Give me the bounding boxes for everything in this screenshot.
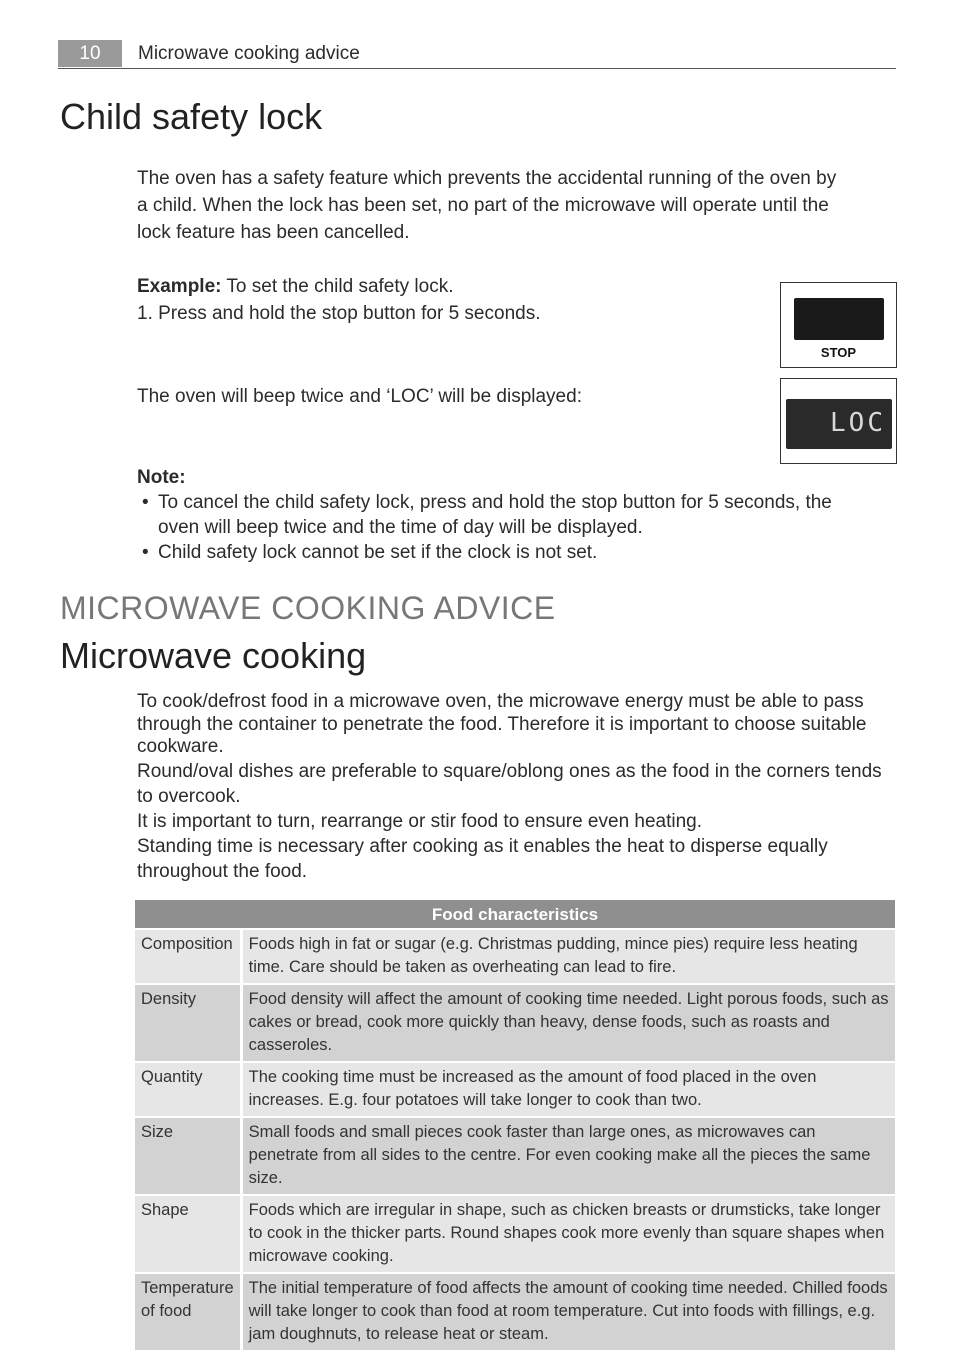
row-text: The cooking time must be increased as the amount of food placed in the oven increases. E.g. four potatoes will take longer to cook than two. <box>243 1063 895 1116</box>
table-header: Food characteristics <box>135 900 895 928</box>
row-label: Shape <box>135 1196 243 1272</box>
stop-button-graphic <box>794 298 884 340</box>
advice-paragraphs <box>137 691 897 884</box>
stop-button-diagram <box>780 282 897 368</box>
example-block <box>137 273 540 327</box>
section-caps-heading: MICROWAVE COOKING ADVICE <box>60 590 556 626</box>
advice-paragraph: To cook/defrost food in a microwave oven, the microwave energy must be able to pass through the container to penetrate the food. Therefore it is important to choose suitable cookware. <box>137 691 867 757</box>
intro-line: a child. When the lock has been set, no part of the microwave will operate until the <box>137 195 829 216</box>
running-header: Microwave cooking advice <box>138 43 360 64</box>
row-label: Density <box>135 985 243 1061</box>
lcd-display-text: LOC <box>830 408 886 438</box>
advice-paragraph: Round/oval dishes are preferable to square/oblong ones as the food in the corners tends to overcook. <box>137 760 882 807</box>
row-text: Foods which are irregular in shape, such as chicken breasts or drumsticks, take longer to cook in the thicker parts. Round shapes cook more evenly than square shapes when microwave cooking. <box>243 1196 895 1272</box>
table-row <box>135 930 895 983</box>
note-label: Note: <box>137 467 186 488</box>
intro-line: The oven has a safety feature which prevents the accidental running of the oven by <box>137 168 837 189</box>
table-row <box>135 1196 895 1272</box>
row-text: Foods high in fat or sugar (e.g. Christmas pudding, mince pies) require less heating time. Care should be taken as overheating can lead to fire. <box>243 930 895 983</box>
lcd-display <box>786 399 892 449</box>
child-lock-title: Child safety lock <box>60 96 323 137</box>
beep-text: The oven will beep twice and ‘LOC’ will be displayed: <box>137 386 582 407</box>
row-label: Size <box>135 1118 243 1194</box>
row-text: Food density will affect the amount of cooking time needed. Light porous foods, such as cakes or bread, cook more quickly than heavy, dense foods, such as roasts and casseroles. <box>243 985 895 1061</box>
row-label: Temperature of food <box>135 1274 243 1350</box>
microwave-cooking-title: Microwave cooking <box>60 635 367 676</box>
advice-paragraph: It is important to turn, rearrange or stir food to ensure even heating. <box>137 810 703 832</box>
food-characteristics-table <box>135 898 895 1352</box>
row-label: Composition <box>135 930 243 983</box>
header-rule <box>58 68 896 69</box>
child-lock-intro <box>137 165 836 246</box>
row-text: The initial temperature of food affects the amount of cooking time needed. Chilled foods will take longer to cook than food at room temperature. Cut into foods with fillings, e.g. jam doughnuts, to release heat or steam. <box>243 1274 895 1350</box>
loc-display-diagram <box>780 378 897 464</box>
table-row <box>135 1063 895 1116</box>
example-label: Example: <box>137 276 222 297</box>
page-number: 10 <box>58 40 122 67</box>
row-label: Quantity <box>135 1063 243 1116</box>
table-row <box>135 1118 895 1194</box>
example-text: To set the child safety lock. <box>226 276 454 297</box>
advice-paragraph: Standing time is necessary after cooking as it enables the heat to disperse equally throughout the food. <box>137 835 828 882</box>
row-text: Small foods and small pieces cook faster than large ones, as microwaves can penetrate from all sides to the centre. For even cooking make all the pieces the same size. <box>243 1118 895 1194</box>
note-list <box>140 490 840 565</box>
intro-line: lock feature has been cancelled. <box>137 222 410 243</box>
table-row <box>135 985 895 1061</box>
note-item: • To cancel the child safety lock, press and hold the stop button for 5 seconds, the oven will beep twice and the time of day will be displayed. <box>140 490 840 540</box>
note-item: • Child safety lock cannot be set if the clock is not set. <box>140 540 840 565</box>
table-row <box>135 1274 895 1350</box>
step-1: 1. Press and hold the stop button for 5 seconds. <box>137 303 541 324</box>
stop-button-label: STOP <box>820 345 857 360</box>
